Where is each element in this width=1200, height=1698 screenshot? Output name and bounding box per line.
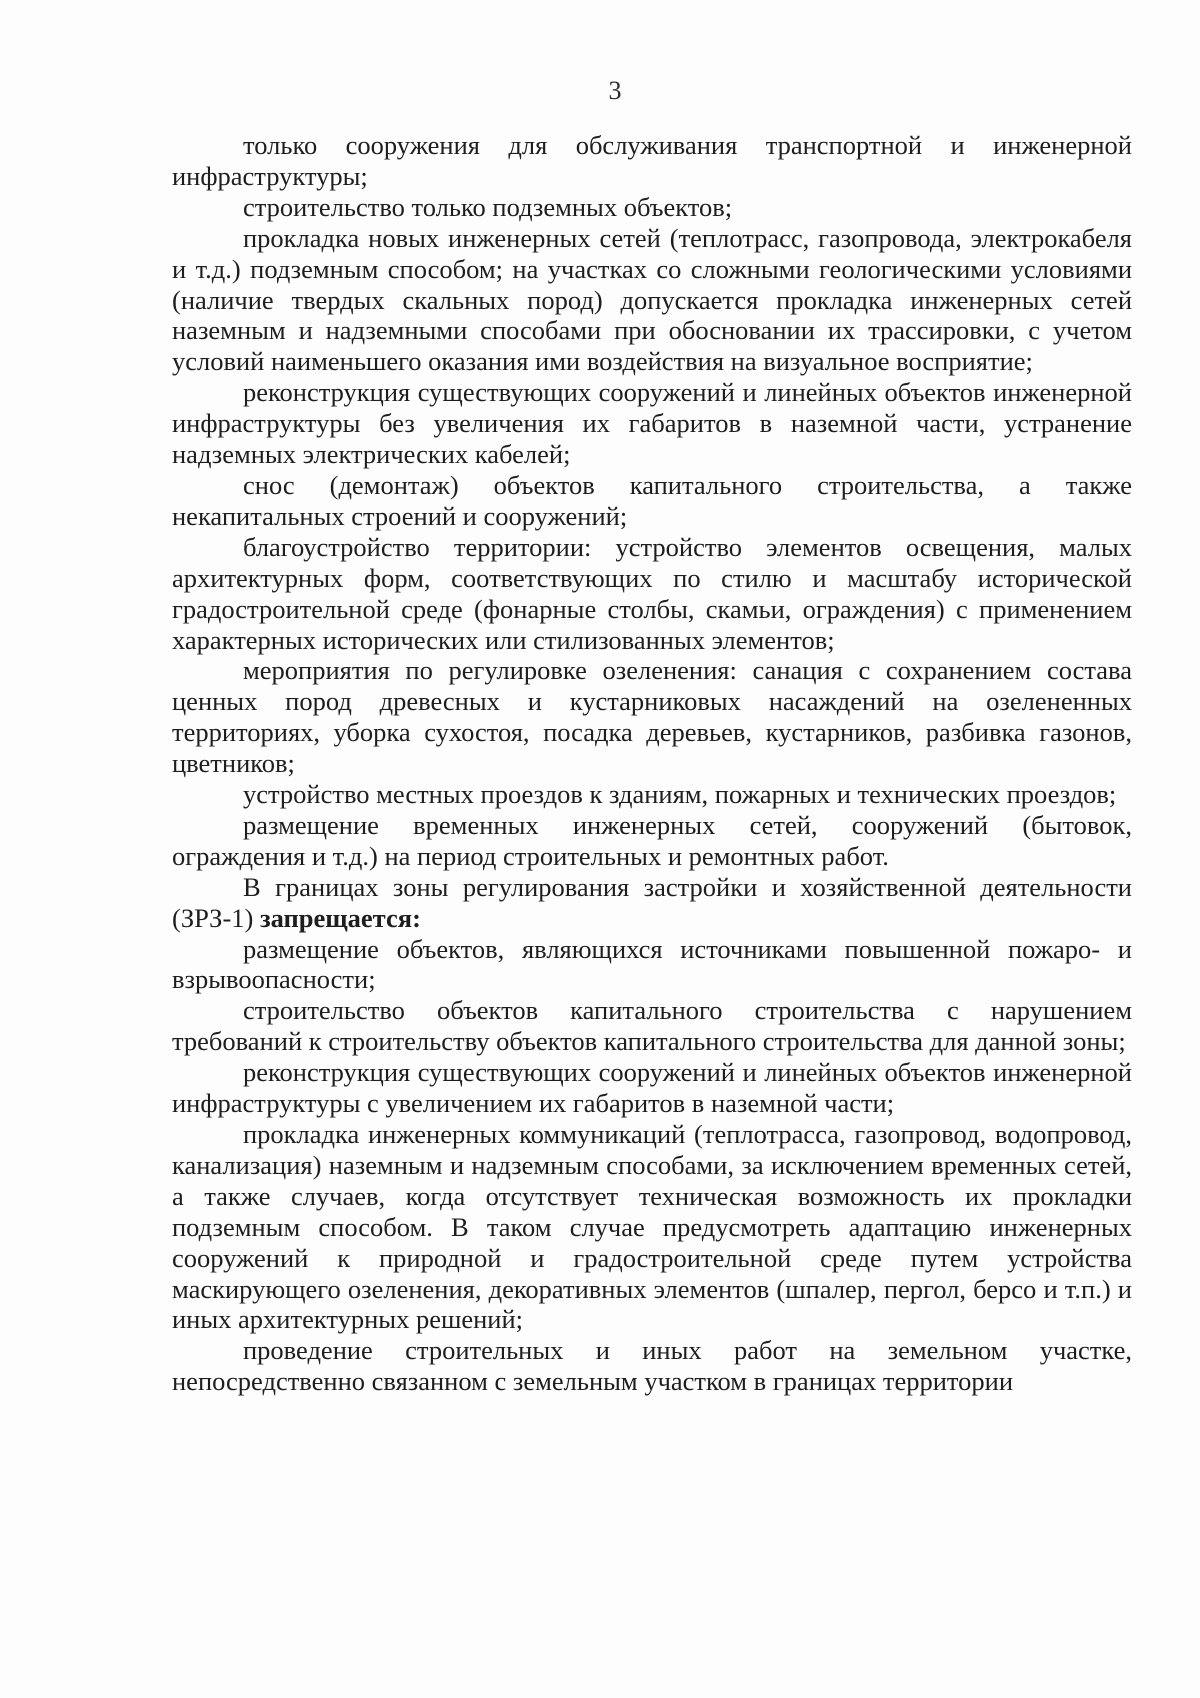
prohibited-item: строительство объектов капитального строительства с нарушением требований к строительству объектов капитального строительства для данной зоны; xyxy=(172,995,1132,1057)
paragraph: снос (демонтаж) объектов капитального строительства, а также некапитальных строений и сооружений; xyxy=(172,469,1132,531)
zone-intro-emphasis: запрещается: xyxy=(259,902,421,933)
paragraph: реконструкция существующих сооружений и линейных объектов инженерной инфраструктуры без увеличения их габаритов в наземной части, устранение надземных электрических кабелей; xyxy=(172,377,1132,470)
zone-intro-text: В границах зоны регулирования застройки и хозяйственной деятельности (ЗРЗ-1) xyxy=(172,871,1132,933)
prohibited-item: реконструкция существующих сооружений и линейных объектов инженерной инфраструктуры с увеличением их габаритов в наземной части; xyxy=(172,1057,1132,1119)
paragraph: прокладка новых инженерных сетей (теплотрасс, газопровода, электрокабеля и т.д.) подземным способом; на участках со сложными геологическими условиями (наличие твердых скальных пород) допускается прокладка инженерных сетей наземным и надземными способами при обосновании их трассировки, с учетом условий наименьшего оказания ими воздействия на визуальное восприятие; xyxy=(172,222,1132,377)
paragraph: строительство только подземных объектов; xyxy=(243,191,733,222)
paragraph: благоустройство территории: устройство элементов освещения, малых архитектурных форм, соответствующих по стилю и масштабу исторической градостроительной среде (фонарные столбы, скамьи, ограждения) с применением характерных исторических или стилизованных элементов; xyxy=(172,531,1132,655)
paragraph: размещение временных инженерных сетей, сооружений (бытовок, ограждения и т.д.) на период строительных и ремонтных работ. xyxy=(172,809,1132,871)
prohibited-item: проведение строительных и иных работ на земельном участке, непосредственно связанном с земельным участком в границах территории xyxy=(172,1335,1132,1397)
document-body xyxy=(172,130,1132,1397)
paragraph: только сооружения для обслуживания транспортной и инженерной инфраструктуры; xyxy=(172,130,1132,191)
page-number: 3 xyxy=(608,76,622,105)
paragraph: мероприятия по регулировке озеленения: санация с сохранением состава ценных пород древесных и кустарниковых насаждений на озелененных территориях, уборка сухостоя, посадка деревьев, кустарников, разбивка газонов, цветников; xyxy=(172,655,1132,779)
paragraph: устройство местных проездов к зданиям, пожарных и технических проездов; xyxy=(243,779,1117,810)
prohibited-item: прокладка инженерных коммуникаций (теплотрасса, газопровод, водопровод, канализация) наземным и надземным способами, за исключением временных сетей, а также случаев, когда отсутствует техническая возможность их прокладки подземным способом. В таком случае предусмотреть адаптацию инженерных сооружений к природной и градостроительной среде путем устройства маскирующего озеленения, декоративных элементов (шпалер, пергол, берсо и т.п.) и иных архитектурных решений; xyxy=(172,1119,1132,1335)
prohibited-item: размещение объектов, являющихся источниками повышенной пожаро- и взрывоопасности; xyxy=(172,933,1132,995)
zone-intro-paragraph xyxy=(172,872,1132,934)
